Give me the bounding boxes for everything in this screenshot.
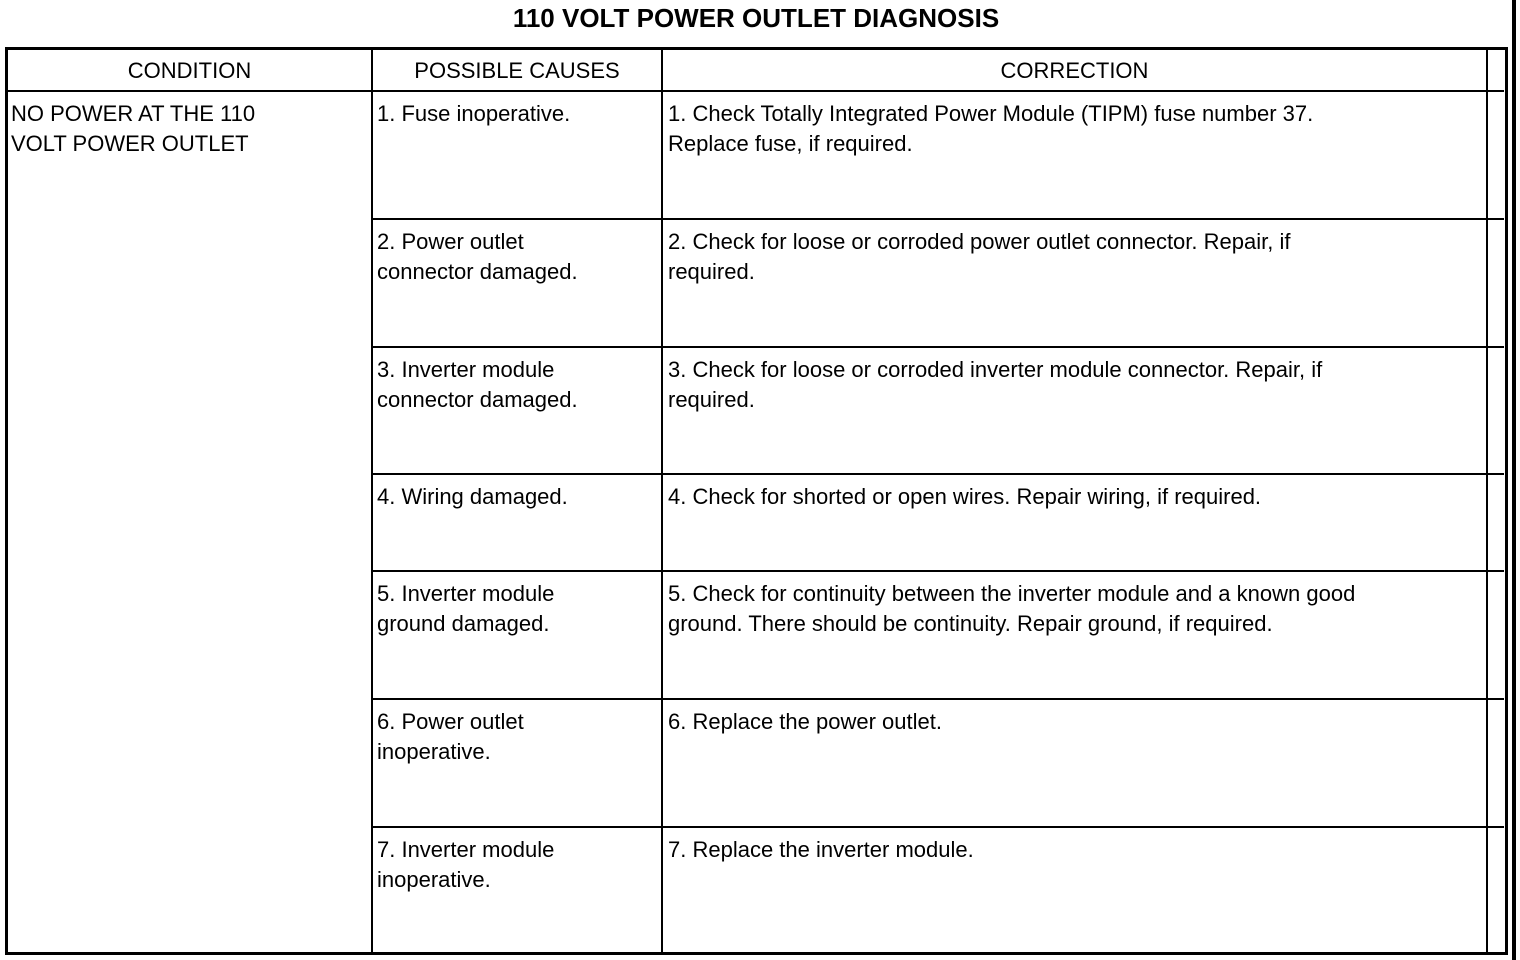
header-possible-causes: POSSIBLE CAUSES	[414, 58, 620, 83]
column-divider	[371, 48, 373, 952]
row-divider	[372, 346, 1504, 348]
page-edge-rule	[1512, 0, 1516, 960]
condition-cell: NO POWER AT THE 110 VOLT POWER OUTLET	[11, 101, 256, 156]
correction-cell: 7. Replace the inverter module.	[668, 837, 974, 862]
cause-cell: 7. Inverter module inoperative.	[377, 837, 555, 892]
correction-cell: 5. Check for continuity between the inverter module and a known good ground. There should be continuity. Repair ground, if required.	[668, 581, 1356, 636]
header-condition: CONDITION	[127, 58, 252, 83]
correction-cell: 4. Check for shorted or open wires. Repair wiring, if required.	[668, 484, 1262, 509]
correction-cell: 1. Check Totally Integrated Power Module (TIPM) fuse number 37. Replace fuse, if required.	[668, 101, 1314, 156]
row-divider	[372, 570, 1504, 572]
row-divider	[372, 698, 1504, 700]
cause-cell: 1. Fuse inoperative.	[377, 101, 571, 126]
cause-cell: 3. Inverter module connector damaged.	[377, 357, 578, 412]
correction-cell: 3. Check for loose or corroded inverter module connector. Repair, if required.	[668, 357, 1323, 412]
page-title: 110 VOLT POWER OUTLET DIAGNOSIS	[512, 3, 1000, 33]
row-divider	[372, 473, 1504, 475]
cause-cell: 6. Power outlet inoperative.	[377, 709, 524, 764]
column-divider	[661, 48, 663, 952]
row-divider	[372, 826, 1504, 828]
cause-cell: 5. Inverter module ground damaged.	[377, 581, 555, 636]
header-correction: CORRECTION	[1000, 58, 1149, 83]
row-divider	[372, 218, 1504, 220]
cause-cell: 2. Power outlet connector damaged.	[377, 229, 578, 284]
column-divider	[1486, 48, 1488, 952]
correction-cell: 6. Replace the power outlet.	[668, 709, 942, 734]
cause-cell: 4. Wiring damaged.	[377, 484, 568, 509]
correction-cell: 2. Check for loose or corroded power outlet connector. Repair, if required.	[668, 229, 1291, 284]
